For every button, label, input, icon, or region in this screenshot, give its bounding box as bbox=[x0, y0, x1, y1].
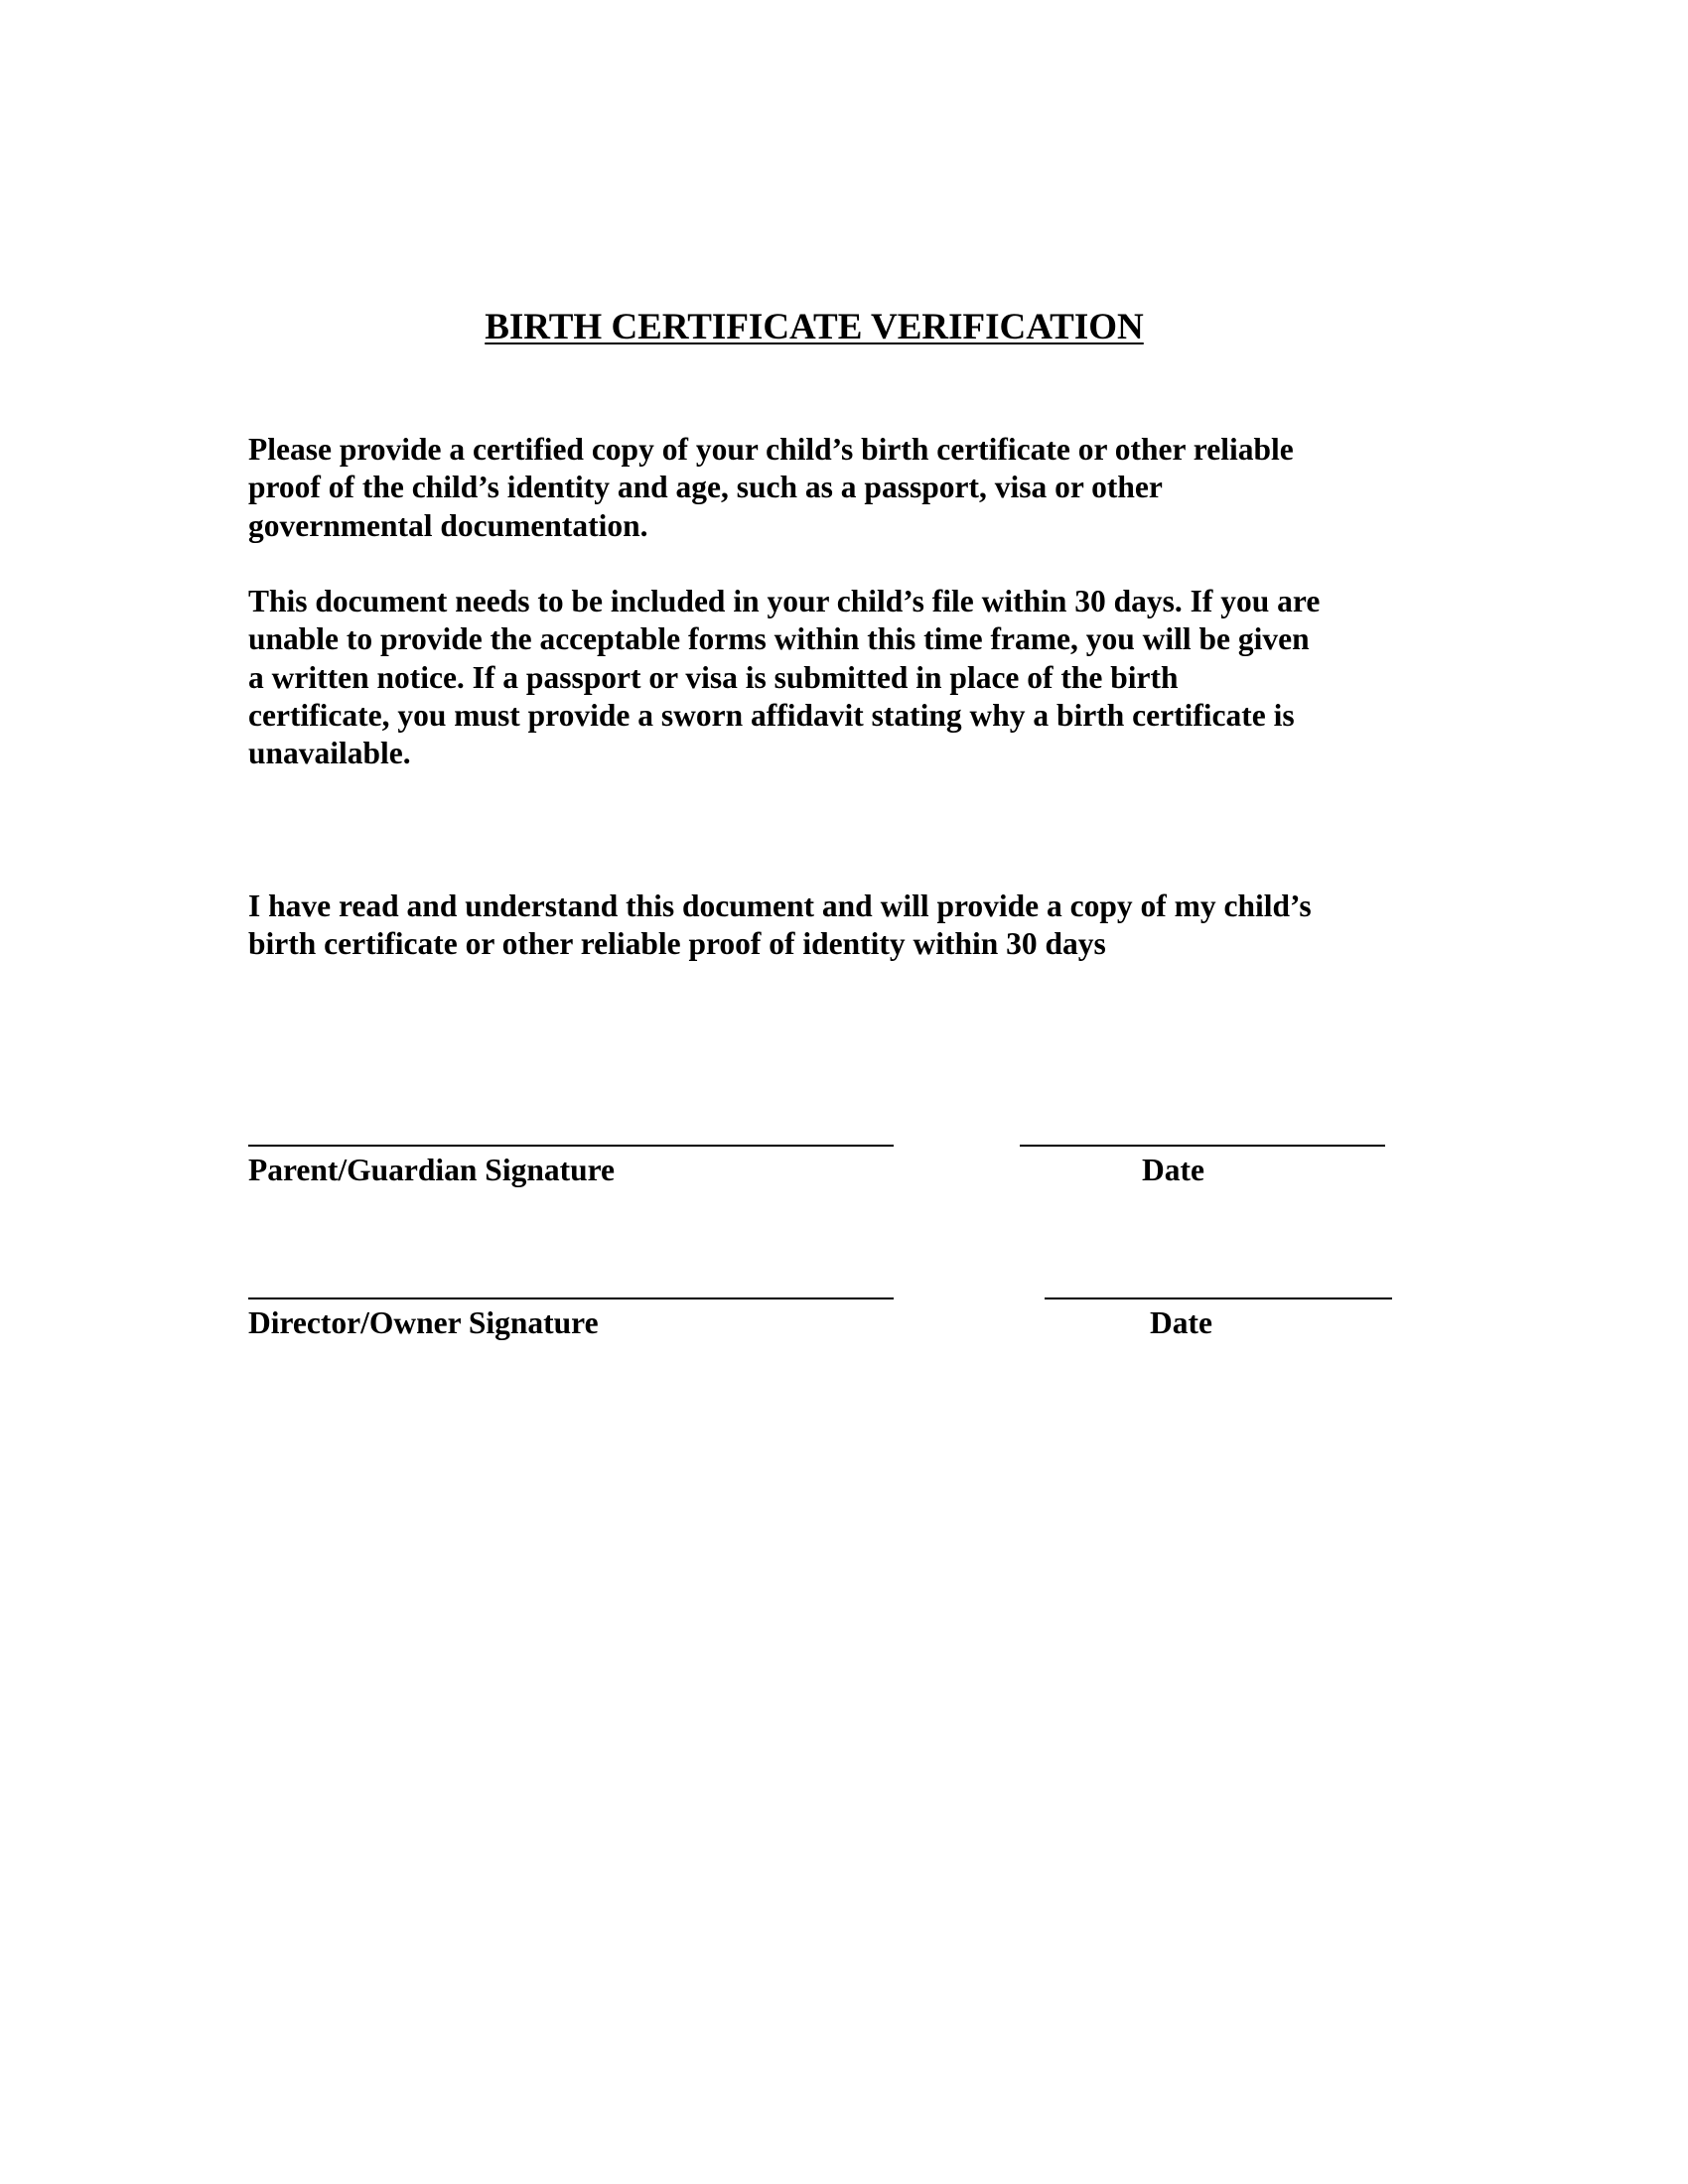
paragraph-line: Please provide a certified copy of your child’s birth certificate or other reliable bbox=[248, 432, 1294, 467]
page-title: BIRTH CERTIFICATE VERIFICATION bbox=[485, 307, 1144, 347]
paragraph-line: a written notice. If a passport or visa is submitted in place of the birth bbox=[248, 659, 1179, 695]
director-signature-line[interactable] bbox=[248, 1297, 894, 1299]
paragraph-line: unable to provide the acceptable forms within this time frame, you will be given bbox=[248, 621, 1310, 657]
parent-date-label: Date bbox=[1142, 1153, 1204, 1187]
parent-signature-line[interactable] bbox=[248, 1145, 894, 1147]
paragraph-line: proof of the child’s identity and age, such as a passport, visa or other bbox=[248, 470, 1163, 505]
acknowledgement-paragraph bbox=[248, 887, 1400, 964]
parent-signature-label: Parent/Guardian Signature bbox=[248, 1153, 616, 1187]
parent-date-line[interactable] bbox=[1020, 1145, 1385, 1147]
paragraph-line: I have read and understand this document and will provide a copy of my child’s bbox=[248, 888, 1312, 923]
paragraph-line: governmental documentation. bbox=[248, 507, 648, 543]
paragraph-line: birth certificate or other reliable proof of identity within 30 days bbox=[248, 926, 1106, 962]
director-signature-label: Director/Owner Signature bbox=[248, 1305, 599, 1340]
instructions-paragraph bbox=[248, 431, 1400, 545]
director-date-line[interactable] bbox=[1045, 1297, 1392, 1299]
paragraph-line: This document needs to be included in your child’s file within 30 days. If you are bbox=[248, 584, 1321, 618]
director-date-label: Date bbox=[1150, 1305, 1212, 1340]
deadline-paragraph bbox=[248, 583, 1400, 772]
paragraph-line: certificate, you must provide a sworn affidavit stating why a birth certificate is bbox=[248, 697, 1295, 733]
paragraph-line: unavailable. bbox=[248, 736, 411, 771]
